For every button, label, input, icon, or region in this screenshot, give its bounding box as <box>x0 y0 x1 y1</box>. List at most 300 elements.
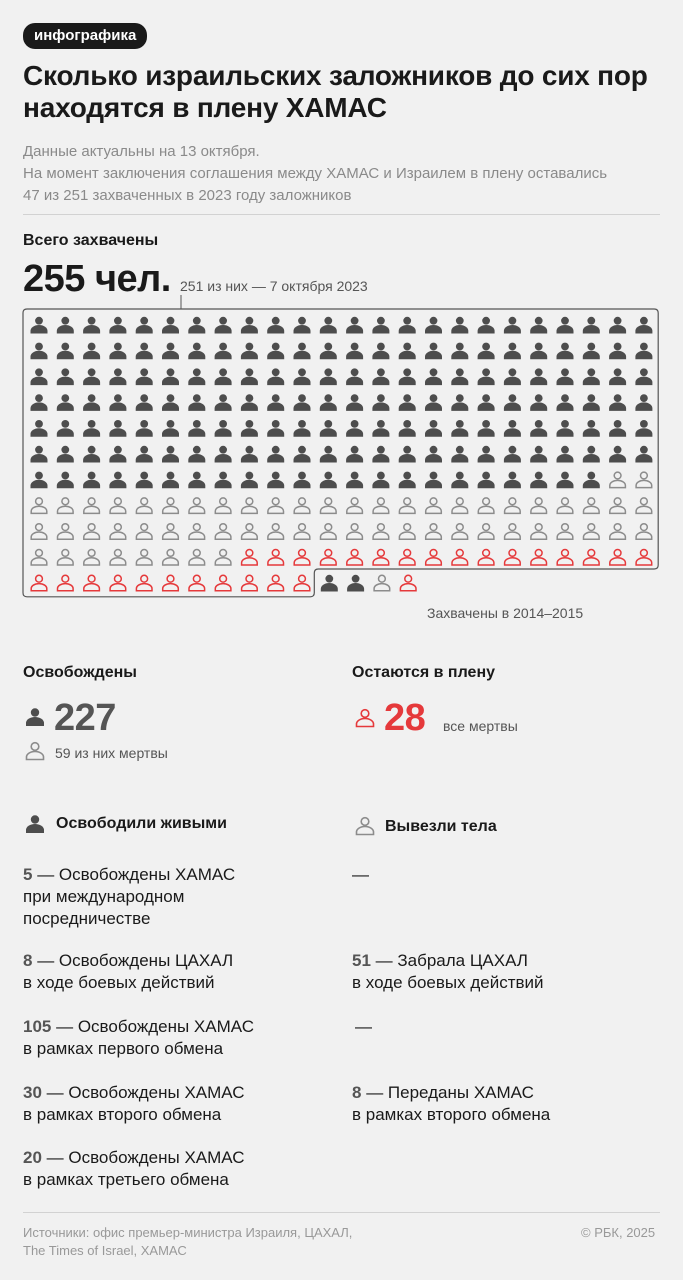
hostage-icon-alive <box>530 446 547 463</box>
hostage-icon-dead <box>347 498 363 514</box>
hostage-icon-dead <box>215 524 231 540</box>
hostage-icon-alive <box>267 472 284 489</box>
alive-header: Освободили живыми <box>56 815 227 832</box>
hostage-icon-alive <box>372 343 389 360</box>
hostage-icon-extra-dead <box>374 575 390 591</box>
dead-row-2-number: 51 <box>352 951 371 970</box>
hostage-icon-dead <box>347 524 363 540</box>
hostage-icon-alive <box>451 394 468 411</box>
hostage-icon-dead <box>636 472 652 488</box>
hostage-icon-remain <box>242 550 258 566</box>
hostage-icon-alive <box>609 343 626 360</box>
hostage-icon-alive <box>372 368 389 385</box>
subtitle-line-2: На момент заключения соглашения между ХАМАС и Израилем в плену оставались <box>23 165 608 182</box>
alive-row-5-rest: в рамках третьего обмена <box>23 1170 229 1189</box>
hostage-icon-alive <box>162 446 179 463</box>
alive-row-3-rest: в рамках первого обмена <box>23 1039 224 1058</box>
hostage-icon-remain <box>242 575 258 591</box>
hostage-icon-dead <box>557 524 573 540</box>
hostage-icon-alive <box>241 343 258 360</box>
hostage-icon-alive <box>109 368 126 385</box>
hostage-icon-remain <box>478 550 494 566</box>
hostage-icon-alive <box>294 343 311 360</box>
alive-row-3 <box>23 1016 323 1060</box>
hostage-icon-alive <box>162 394 179 411</box>
hostage-icon-alive <box>188 368 205 385</box>
hostage-icon-alive <box>241 394 258 411</box>
hostage-icon-alive <box>136 446 153 463</box>
hostage-icon-dead <box>373 524 389 540</box>
hostage-icon-alive <box>215 446 232 463</box>
hostage-icon-dead <box>163 498 179 514</box>
hostage-icon-alive <box>504 317 521 334</box>
hostage-icon-alive <box>162 420 179 437</box>
hostage-icon-alive <box>320 394 337 411</box>
hostage-icon-remain <box>373 550 389 566</box>
person-outline-icon <box>354 815 376 837</box>
hostage-icon-alive <box>451 368 468 385</box>
hostage-icon-alive <box>557 446 574 463</box>
hostage-icon-alive <box>162 368 179 385</box>
hostage-icon-dead <box>242 524 258 540</box>
hostage-icon-remain <box>294 550 310 566</box>
hostage-icon-alive <box>504 420 521 437</box>
hostage-icon-alive <box>294 420 311 437</box>
hostage-icon-alive <box>399 368 416 385</box>
alive-row-3-line: — Освобождены ХАМАС <box>51 1017 254 1036</box>
hostage-icon-remain <box>452 550 468 566</box>
hostage-icon-alive <box>188 394 205 411</box>
hostage-icon-alive <box>557 420 574 437</box>
alive-row-3-number: 105 <box>23 1017 52 1036</box>
hostage-icon-alive <box>320 420 337 437</box>
hostage-icon-alive <box>399 446 416 463</box>
hostage-icon-alive <box>451 446 468 463</box>
hostage-icon-dead <box>189 550 205 566</box>
hostage-icon-alive <box>294 446 311 463</box>
sources: Источники: офис премьер-министра Израиля, ЦАХАЛ, The Times of Israel, ХАМАС <box>23 1225 353 1258</box>
hostage-icon-alive <box>346 394 363 411</box>
extra-label: Захвачены в 2014–2015 <box>427 605 584 621</box>
dead-row-4-rest: в рамках второго обмена <box>352 1105 551 1124</box>
hostage-icon-alive <box>504 472 521 489</box>
hostage-icon-alive <box>399 472 416 489</box>
hostage-icon-alive <box>504 446 521 463</box>
hostage-icon-alive <box>372 394 389 411</box>
remaining-label: Остаются в плену <box>352 664 496 681</box>
hostage-icon-alive <box>583 472 600 489</box>
hostage-icon-alive <box>188 446 205 463</box>
person-filled-icon <box>24 813 46 835</box>
hostage-icon-alive <box>530 472 547 489</box>
hostage-icon-alive <box>57 317 74 334</box>
alive-row-2-line: — Освобождены ЦАХАЛ <box>32 951 234 970</box>
hostage-icon-alive <box>425 343 442 360</box>
hostage-icon-alive <box>635 317 652 334</box>
hostage-icon-alive <box>320 368 337 385</box>
hostage-icon-alive <box>399 317 416 334</box>
hostage-icon-alive <box>215 368 232 385</box>
hostage-icon-alive <box>83 446 100 463</box>
hostage-icon-alive <box>504 394 521 411</box>
hostage-icon-alive <box>557 472 574 489</box>
hostage-icon-alive <box>136 317 153 334</box>
hostage-icon-dead <box>505 498 521 514</box>
divider-top <box>23 214 660 215</box>
hostage-icon-alive <box>109 394 126 411</box>
hostage-icon-alive <box>320 446 337 463</box>
hostage-icon-alive <box>583 446 600 463</box>
hostage-icon-dead <box>610 498 626 514</box>
hostage-icon-alive <box>267 368 284 385</box>
remaining-note: все мертвы <box>443 718 518 734</box>
hostage-icon-remain <box>294 575 310 591</box>
subtitle <box>23 141 668 207</box>
hostage-icon-alive <box>136 472 153 489</box>
hostage-icon-alive <box>267 446 284 463</box>
hostage-icon-dead <box>636 498 652 514</box>
hostage-icon-remain <box>584 550 600 566</box>
hostage-icon-alive <box>635 368 652 385</box>
hostage-icon-dead <box>58 550 74 566</box>
hostage-icon-dead <box>610 524 626 540</box>
hostage-icon-alive <box>215 420 232 437</box>
hostage-icon-alive <box>425 420 442 437</box>
hostage-icon-remain <box>215 575 231 591</box>
alive-row-1-rest: при международном посредничестве <box>23 887 185 928</box>
hostage-icon-dead <box>84 524 100 540</box>
hostage-icon-alive <box>583 420 600 437</box>
hostage-icon-alive <box>478 420 495 437</box>
hostage-icon-alive <box>478 394 495 411</box>
hostage-icon-alive <box>188 472 205 489</box>
dead-row-2-line: — Забрала ЦАХАЛ <box>370 951 528 970</box>
hostage-icon-alive <box>188 317 205 334</box>
hostage-icon-alive <box>83 394 100 411</box>
hostage-icon-alive <box>320 343 337 360</box>
dead-row-3-line: — <box>355 1017 372 1036</box>
hostage-icon-alive <box>609 368 626 385</box>
hostage-icon-alive <box>57 343 74 360</box>
hostage-icon-dead <box>531 524 547 540</box>
hostage-icon-dead <box>84 550 100 566</box>
hostage-icon-dead <box>31 498 47 514</box>
hostage-icon-dead <box>110 550 126 566</box>
hostage-icon-remain <box>505 550 521 566</box>
hostage-icon-alive <box>83 343 100 360</box>
hostage-icon-alive <box>583 394 600 411</box>
hostage-icon-dead <box>294 524 310 540</box>
hostage-icon-dead <box>584 498 600 514</box>
hostage-icon-alive <box>320 472 337 489</box>
hostage-icon-alive <box>162 317 179 334</box>
hostage-icon-remain <box>189 575 205 591</box>
alive-row-4-number: 30 <box>23 1083 42 1102</box>
hostage-icon-dead <box>452 524 468 540</box>
hostage-icon-alive <box>215 317 232 334</box>
hostage-icon-alive <box>57 420 74 437</box>
hostage-icon-alive <box>109 420 126 437</box>
hostage-icon-alive <box>294 394 311 411</box>
alive-row-2-rest: в ходе боевых действий <box>23 973 215 992</box>
hostage-icon-remain <box>557 550 573 566</box>
hostage-icon-remain <box>268 575 284 591</box>
hostage-icon-alive <box>557 368 574 385</box>
hostage-icon-alive <box>241 317 258 334</box>
hostage-icon-remain <box>426 550 442 566</box>
hostage-icon-alive <box>241 420 258 437</box>
hostage-icon-alive <box>504 368 521 385</box>
hostage-icon-alive <box>346 446 363 463</box>
alive-row-2 <box>23 950 323 994</box>
hostage-icon-alive <box>609 394 626 411</box>
hostage-icon-dead <box>58 524 74 540</box>
hostage-icon-alive <box>609 317 626 334</box>
hostage-icon-dead <box>426 524 442 540</box>
hostage-icon-remain <box>321 550 337 566</box>
hostage-icon-alive <box>267 317 284 334</box>
hostage-icon-alive <box>557 317 574 334</box>
hostage-icon-alive <box>451 343 468 360</box>
hostage-icon-alive <box>346 368 363 385</box>
hostage-icon-dead <box>136 550 152 566</box>
hostage-icon-alive <box>109 446 126 463</box>
dead-row-1-line: — <box>352 865 369 884</box>
hostage-icon-alive <box>609 420 626 437</box>
hostage-icon-alive <box>557 343 574 360</box>
hostage-icon-dead <box>215 550 231 566</box>
hostage-icon-alive <box>320 317 337 334</box>
hostage-icon-alive <box>399 420 416 437</box>
hostage-icon-alive <box>478 317 495 334</box>
dead-row-4-line: — Переданы ХАМАС <box>361 1083 534 1102</box>
hostage-icon-dead <box>136 524 152 540</box>
hostage-icon-alive <box>635 394 652 411</box>
hostage-icon-remain <box>268 550 284 566</box>
hostage-icon-alive <box>136 368 153 385</box>
person-red-icon <box>354 707 376 729</box>
hostage-icon-dead <box>163 524 179 540</box>
hostage-icon-alive <box>425 317 442 334</box>
hostage-icon-alive <box>294 368 311 385</box>
hostage-icon-alive <box>188 420 205 437</box>
hostage-icon-alive <box>294 317 311 334</box>
hostage-icon-alive <box>504 343 521 360</box>
divider-bottom <box>23 1212 660 1213</box>
hostage-icon-alive <box>372 472 389 489</box>
hostage-icon-alive <box>583 368 600 385</box>
hostage-icon-alive <box>372 317 389 334</box>
page-title: Сколько израильских заложников до сих пор находятся в плену ХАМАС <box>23 60 648 123</box>
hostage-icon-remain <box>531 550 547 566</box>
hostage-icon-alive <box>57 394 74 411</box>
hostage-icon-remain <box>136 575 152 591</box>
hostage-icon-dead <box>31 524 47 540</box>
hostage-icon-dead <box>399 498 415 514</box>
hostage-icon-alive <box>215 343 232 360</box>
freed-label: Освобождены <box>23 664 137 681</box>
hostage-icon-dead <box>110 498 126 514</box>
hostage-icon-alive <box>399 343 416 360</box>
hostage-icon-dead <box>84 498 100 514</box>
hostage-icon-dead <box>426 498 442 514</box>
hostage-icon-alive <box>215 472 232 489</box>
hostage-icon-alive <box>162 472 179 489</box>
hostage-icon-alive <box>241 446 258 463</box>
hostage-icon-extra-alive <box>347 575 364 592</box>
hostage-icon-remain <box>110 575 126 591</box>
hostage-icon-alive <box>451 420 468 437</box>
hostage-icon-alive <box>136 394 153 411</box>
hostage-icon-remain <box>58 575 74 591</box>
hostage-icon-alive <box>83 368 100 385</box>
hostage-icon-alive <box>478 446 495 463</box>
hostage-icon-dead <box>215 498 231 514</box>
hostage-icon-alive <box>215 394 232 411</box>
hostage-icon-dead <box>557 498 573 514</box>
hostage-icon-alive <box>136 420 153 437</box>
hostage-icon-remain <box>636 550 652 566</box>
subtitle-date: Данные актуальны на 13 октября. <box>23 143 260 160</box>
hostage-icon-alive <box>425 446 442 463</box>
hostage-icon-alive <box>31 343 48 360</box>
hostage-icon-dead <box>242 498 258 514</box>
dead-row-2-rest: в ходе боевых действий <box>352 973 544 992</box>
hostage-icon-dead <box>294 498 310 514</box>
hostage-icon-dead <box>531 498 547 514</box>
hostage-icon-alive <box>31 368 48 385</box>
hostage-icon-alive <box>267 394 284 411</box>
hostage-icon-alive <box>83 420 100 437</box>
total-note: 251 из них — 7 октября 2023 <box>180 278 368 294</box>
hostage-icon-dead <box>399 524 415 540</box>
hostage-icon-dead <box>189 524 205 540</box>
dead-header: Вывезли тела <box>385 818 497 835</box>
hostage-icon-alive <box>530 394 547 411</box>
remaining-value: 28 <box>384 697 426 739</box>
hostage-icon-alive <box>31 446 48 463</box>
hostage-icon-remain <box>347 550 363 566</box>
hostage-icon-dead <box>268 498 284 514</box>
alive-row-1-line: — Освобождены ХАМАС <box>32 865 236 884</box>
hostage-icon-alive <box>583 317 600 334</box>
dead-row-2 <box>352 950 652 994</box>
hostage-icon-dead <box>321 524 337 540</box>
freed-note: 59 из них мертвы <box>55 745 168 761</box>
hostage-icon-alive <box>530 343 547 360</box>
hostage-icon-dead <box>58 498 74 514</box>
hostage-grid <box>23 309 659 629</box>
hostage-icon-alive <box>399 394 416 411</box>
hostage-icon-dead <box>584 524 600 540</box>
hostage-icon-remain <box>399 550 415 566</box>
hostage-icon-alive <box>31 420 48 437</box>
alive-row-4-line: — Освобождены ХАМАС <box>41 1083 245 1102</box>
hostage-icon-alive <box>267 343 284 360</box>
hostage-icon-alive <box>346 420 363 437</box>
hostage-icon-alive <box>109 472 126 489</box>
hostage-icon-alive <box>451 472 468 489</box>
hostage-grid-svg <box>23 309 663 639</box>
hostage-icon-alive <box>346 472 363 489</box>
total-label: Всего захвачены <box>23 232 159 249</box>
hostage-icon-dead <box>373 498 389 514</box>
hostage-icon-extra-remain <box>400 575 416 591</box>
hostage-icon-alive <box>83 472 100 489</box>
hostage-icon-alive <box>530 317 547 334</box>
hostage-icon-dead <box>478 524 494 540</box>
subtitle-line-3: 47 из 251 захваченных в 2023 году заложников <box>23 187 352 204</box>
person-filled-icon <box>24 706 46 728</box>
dead-row-4 <box>352 1082 652 1126</box>
alive-row-5-line: — Освобождены ХАМАС <box>41 1148 245 1167</box>
alive-row-5-number: 20 <box>23 1148 42 1167</box>
hostage-icon-alive <box>294 472 311 489</box>
hostage-icon-dead <box>636 524 652 540</box>
alive-row-2-number: 8 <box>23 951 33 970</box>
alive-row-5 <box>23 1147 323 1191</box>
hostage-icon-alive <box>109 317 126 334</box>
hostage-icon-alive <box>372 420 389 437</box>
hostage-icon-alive <box>530 368 547 385</box>
hostage-icon-alive <box>583 343 600 360</box>
hostage-icon-alive <box>188 343 205 360</box>
hostage-icon-dead <box>136 498 152 514</box>
hostage-icon-dead <box>110 524 126 540</box>
hostage-icon-dead <box>610 472 626 488</box>
hostage-icon-alive <box>109 343 126 360</box>
alive-row-4-rest: в рамках второго обмена <box>23 1105 222 1124</box>
hostage-icon-alive <box>451 317 468 334</box>
hostage-icon-alive <box>557 394 574 411</box>
hostage-icon-alive <box>478 368 495 385</box>
hostage-icon-extra-alive <box>321 575 338 592</box>
hostage-icon-alive <box>57 368 74 385</box>
dead-row-1 <box>352 864 652 886</box>
hostage-icon-alive <box>162 343 179 360</box>
hostage-icon-alive <box>241 472 258 489</box>
hostage-icon-remain <box>84 575 100 591</box>
hostage-icon-alive <box>635 420 652 437</box>
alive-row-4 <box>23 1082 323 1126</box>
hostage-icon-alive <box>635 446 652 463</box>
hostage-icon-dead <box>452 498 468 514</box>
hostage-icon-alive <box>57 446 74 463</box>
hostage-icon-alive <box>267 420 284 437</box>
hostage-icon-alive <box>136 343 153 360</box>
hostage-icon-alive <box>241 368 258 385</box>
hostage-icon-alive <box>57 472 74 489</box>
total-value: 255 чел. <box>23 258 171 300</box>
hostage-icon-alive <box>31 472 48 489</box>
hostage-icon-dead <box>31 550 47 566</box>
hostage-icon-dead <box>163 550 179 566</box>
hostage-icon-alive <box>478 472 495 489</box>
hostage-icon-alive <box>478 343 495 360</box>
hostage-icon-dead <box>268 524 284 540</box>
alive-row-1-number: 5 <box>23 865 33 884</box>
freed-value: 227 <box>54 697 116 739</box>
hostage-icon-dead <box>478 498 494 514</box>
hostage-icon-alive <box>31 317 48 334</box>
hostage-icon-alive <box>425 368 442 385</box>
hostage-icon-dead <box>505 524 521 540</box>
hostage-icon-alive <box>346 343 363 360</box>
copyright: © РБК, 2025 <box>581 1225 656 1240</box>
person-outline-icon <box>24 740 46 762</box>
dead-row-3 <box>355 1016 655 1038</box>
hostage-icon-dead <box>189 498 205 514</box>
